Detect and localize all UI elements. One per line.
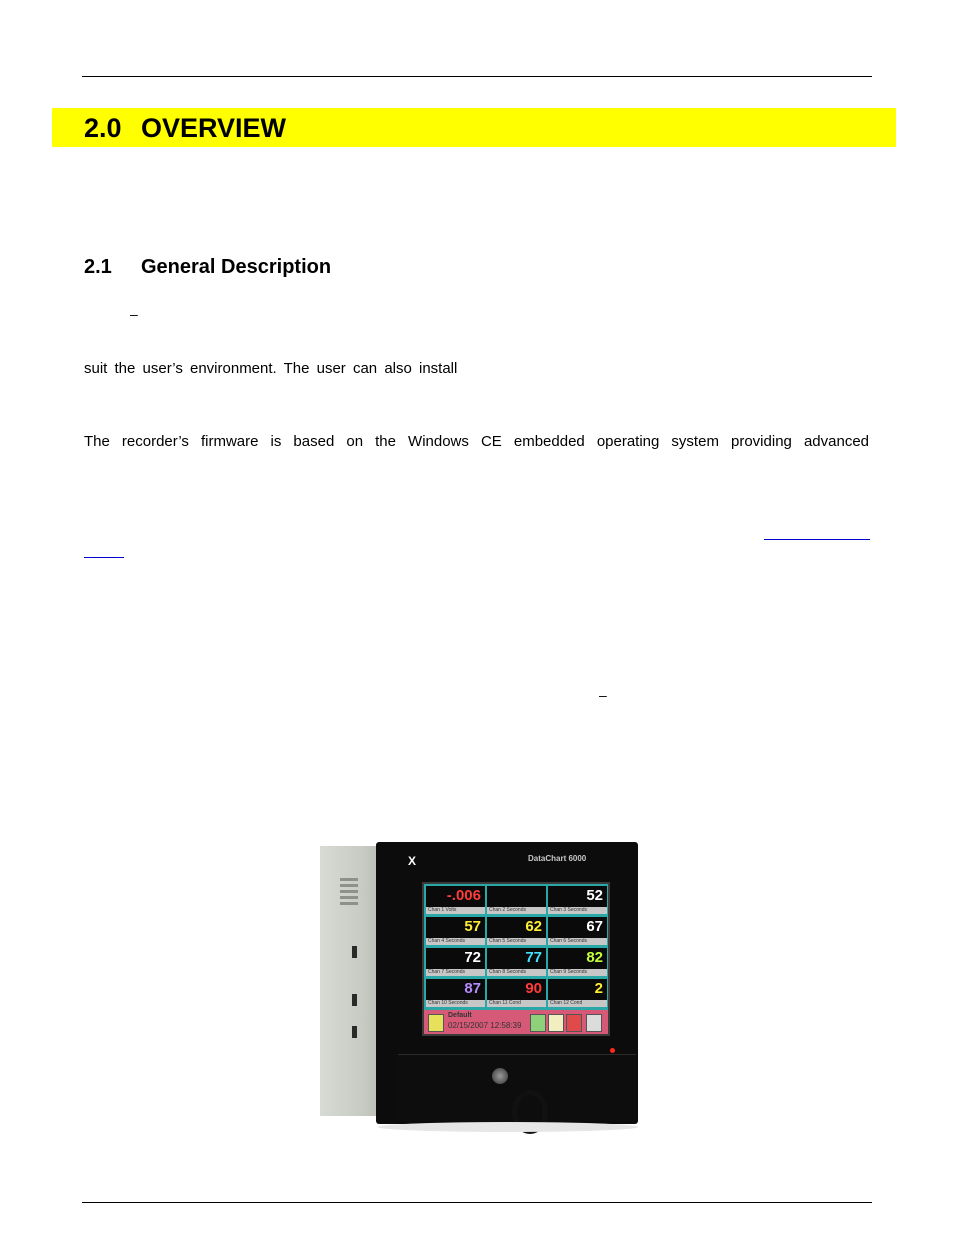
channel-tile xyxy=(548,917,607,945)
channel-tile xyxy=(548,886,607,914)
channel-value: 2 xyxy=(594,980,603,997)
status-title: Default xyxy=(448,1012,472,1019)
hyperlink-underline[interactable] xyxy=(764,539,870,540)
recorder-photo xyxy=(316,840,646,1135)
channel-tile xyxy=(487,948,546,976)
chart-button-icon xyxy=(530,1014,546,1032)
channel-label: Chan 12 Cond xyxy=(548,1000,607,1007)
channel-label: Chan 4 Seconds xyxy=(426,938,485,945)
vent-slot xyxy=(340,884,358,887)
key-lock-icon xyxy=(492,1068,508,1084)
channel-label: Chan 7 Seconds xyxy=(426,969,485,976)
channel-label: Chan 5 Seconds xyxy=(487,938,546,945)
menu-button-icon xyxy=(428,1014,444,1032)
channel-label: Chan 6 Seconds xyxy=(548,938,607,945)
channel-label: Chan 11 Cond xyxy=(487,1000,546,1007)
channel-tile xyxy=(548,948,607,976)
channel-value: 67 xyxy=(586,918,603,935)
channel-label: Chan 10 Seconds xyxy=(426,1000,485,1007)
channel-value: 72 xyxy=(464,949,481,966)
channel-value: -.006 xyxy=(446,887,481,904)
photo-shadow xyxy=(378,1122,638,1132)
channel-tile xyxy=(426,979,485,1007)
recorder-screen xyxy=(422,882,610,1036)
channel-value: 62 xyxy=(525,918,542,935)
channel-value: 90 xyxy=(525,980,542,997)
channel-label: Chan 8 Seconds xyxy=(487,969,546,976)
channel-tile xyxy=(487,886,546,914)
mount-slot xyxy=(352,946,357,958)
mount-slot xyxy=(352,994,357,1006)
channel-value: 77 xyxy=(525,949,542,966)
settings-button-icon xyxy=(586,1014,602,1032)
channel-label: Chan 2 Seconds xyxy=(487,907,546,914)
channel-label: Chan 1 Volts xyxy=(426,907,485,914)
notes-button-icon xyxy=(548,1014,564,1032)
body-line-firmware: The recorder’s firmware is based on the Windows CE embedded operating system providing advanced xyxy=(84,433,869,450)
recorder-model-label: DataChart 6000 xyxy=(528,854,587,863)
channel-value: 82 xyxy=(586,949,603,966)
channel-tile xyxy=(426,917,485,945)
power-led xyxy=(610,1048,615,1053)
channel-value: 57 xyxy=(464,918,481,935)
section-number: 2.0 xyxy=(84,113,122,143)
recorder-logo: X xyxy=(408,854,417,868)
vent-slot xyxy=(340,902,358,905)
header-rule xyxy=(82,76,872,77)
channel-tile xyxy=(487,917,546,945)
dash-glyph: – xyxy=(130,306,138,322)
channel-label: Chan 3 Seconds xyxy=(548,907,607,914)
subsection-number: 2.1 xyxy=(84,256,112,278)
hyperlink-underline-continued[interactable] xyxy=(84,557,124,558)
subsection-title: General Description xyxy=(141,256,332,278)
channel-tile xyxy=(548,979,607,1007)
mount-slot xyxy=(352,1026,357,1038)
dash-glyph: – xyxy=(599,687,607,703)
channel-value: 52 xyxy=(586,887,603,904)
channel-value: 87 xyxy=(464,980,481,997)
channel-tile xyxy=(426,948,485,976)
channel-tile xyxy=(487,979,546,1007)
vent-slot xyxy=(340,878,358,881)
status-timestamp: 02/15/2007 12:58:39 xyxy=(448,1021,522,1030)
vent-slot xyxy=(340,890,358,893)
alarm-button-icon xyxy=(566,1014,582,1032)
recorder-status-bar xyxy=(424,1010,608,1034)
channel-tile xyxy=(426,886,485,914)
channel-label: Chan 9 Seconds xyxy=(548,969,607,976)
body-line-environment: suit the user’s environment. The user can also install xyxy=(84,360,458,377)
footer-rule xyxy=(82,1202,872,1203)
section-title: OVERVIEW xyxy=(141,113,287,143)
vent-slot xyxy=(340,896,358,899)
